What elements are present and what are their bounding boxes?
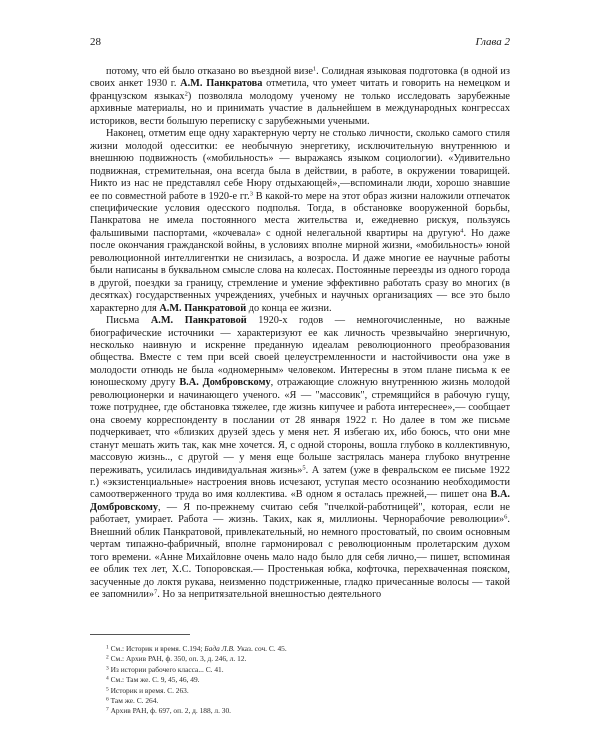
- footnote: [90, 654, 510, 664]
- footnote-ref: 6: [504, 513, 508, 521]
- text-run: ) позволяла молодому ученому не только исследовать зарубежные архивные материалы, но и принимать участие в дальнейшем в международных конгрессах историков, вести большую переписку с зарубежными учеными.: [90, 90, 510, 127]
- text-run: , отражающие сложную внутреннюю жизнь молодой революционерки и начинающего ученого. «Я — "массовик", стремящийся в рабочую гущу, тоже потруднее, где обстановка тяжелее, где жизнь кипучее и работа интереснее»,— сообщает она своему корреспонденту в послании от 28 января 1922 г. Но далее в том же письме подчеркивает, что «близких друзей здесь у меня нет. Я избегаю их, ибо боюсь, что они мне станут мешать жить так, как мне хочется. Я, с одной стороны, вошла глубоко в коллективную, массовую жизнь.., с другой — у меня еще больше застрялась манера глубоко внутренне переживать, усилилась индивидуальная жизнь»: [90, 377, 511, 476]
- footnote-number: 3: [106, 665, 109, 672]
- footnote: [90, 665, 510, 675]
- footnote: [90, 686, 510, 696]
- text-run: Письма: [106, 315, 151, 327]
- footnote-number: 2: [106, 654, 109, 661]
- footnote: [90, 706, 510, 716]
- emphasized-name: А.М. Панкратовой: [150, 315, 247, 327]
- text-run: Архив РАН, ф. 697, оп. 2, д. 188, л. 30.: [108, 706, 232, 716]
- text-run: . Но даже после окончания гражданской войны, в условиях вполне мирной жизни, «мобильность» юной революционной интеллигентки не снизилась, а возросла. И даже многие ее научные работы были написаны в буквальном смысле слова на колесах. Постоянные переезды из одного города в другой, поездки за границу, стремление и умение эффективно работать сразу во многих (в десятках) государственных учреждениях, учебных и научных организациях — все это было характерно для: [90, 227, 510, 314]
- emphasized-name: А.М. Панкратова: [180, 78, 263, 90]
- text-run: потому, что ей было отказано во въездной визе: [106, 66, 313, 77]
- chapter-title: Глава 2: [475, 36, 510, 48]
- footnote-number: 5: [106, 686, 109, 693]
- footnote-ref: 3: [249, 190, 253, 198]
- text-run: См.: Там же. С. 9, 45, 46, 49.: [108, 675, 200, 685]
- footnote-number: 6: [106, 696, 109, 703]
- footnote: [90, 696, 510, 706]
- text-run: . Внешний облик Панкратовой, привлекательный, но немного простоватый, по своим основным чертам типажно-фабричный, вполне гармонировал с революционным пролетарским духом того времени. «Анне Михайловне очень мало надо было для себя лично,— пишет, вспоминая ее облик тех лет, Х.С. Топоровская.— Простенькая юбка, кофточка, перехваченная пояском, засученные до локтя рукава, неизменно подстриженные, гладко причесанные волосы — такой ее запомнили»: [90, 514, 510, 601]
- emphasized-name: А.М. Панкратовой: [159, 302, 247, 314]
- text-run: отметила, что умеет читать и говорить на немецком и французском языках: [90, 78, 511, 102]
- footnote-ref: 5: [302, 464, 306, 471]
- footnote: [90, 675, 510, 685]
- footnote-ref: 4: [460, 227, 464, 235]
- footnote-ref: 2: [184, 90, 188, 98]
- emphasized-name: В.А. Домбровскому: [90, 489, 510, 513]
- running-header: [90, 36, 510, 48]
- text-run: . А затем (уже в февральском ее письме 1922 г.) «экзистенциальные» настроения вновь исчезают, уступая место осознанию необходимости самоотверженного труда во имя коллектива. «В одном я осталась прежней,— пишет она: [90, 464, 510, 501]
- footnote-number: 1: [106, 644, 109, 651]
- text-run: до конца ее жизни.: [246, 302, 332, 314]
- text-run: . Но за непритязательной внешностью деятельного: [157, 589, 382, 601]
- text-run: См.: Архив РАН, ф. 350, оп. 3, д. 246, л. 12.: [108, 654, 247, 664]
- text-run: В какой-то мере на этот образ жизни наложили отпечаток специфические условия одесского подполья. Тогда, в обстановке вооруженной борьбы, Панкратова не имела постоянного места жительства и, ежедневно рискуя, пользуясь фальшивыми паспортами, «кочевала» с одной нелегальной квартиры на другую: [90, 190, 510, 239]
- main-text: [90, 66, 510, 601]
- text-run: Из истории рабочего класса... С. 41.: [108, 664, 224, 674]
- footnote-divider: [90, 634, 190, 635]
- text-run: Там же. С. 264.: [108, 696, 159, 706]
- page-number: 28: [90, 36, 101, 48]
- footnote-ref: 7: [154, 588, 158, 596]
- footnote-ref: 1: [312, 65, 317, 73]
- italic-author: Бада Л.В.: [204, 644, 235, 653]
- text-run: 1920-х годов — немногочисленные, но важные биографические источники — характеризуют ее как личность чрезвычайно энергичную, несколько наивную и искренне преданную идеалам революционного преобразования общества. Вместе с тем при всей своей целеустремленности и настойчивости она уже в молодости отнюдь не была «одномерным» человеком. Интересны в этом плане письма к ее юношескому другу: [90, 315, 510, 389]
- footnote-number: 7: [106, 706, 109, 713]
- footnote: [90, 644, 510, 654]
- text-run: Указ. соч. С. 45.: [234, 644, 287, 653]
- text-run: См.: Историк и время. С.194;: [108, 644, 205, 653]
- text-run: . Солидная языковая подготовка (в одной из своих анкет 1930 г.: [90, 66, 510, 90]
- text-run: Историк и время. С. 263.: [108, 685, 189, 695]
- text-run: Наконец, отметим еще одну характерную черту не столько личности, сколько самого стиля жизни молодой одесситки: ее необычную энергетику, исключительную внутреннюю и внешнюю подвижность («мобильность» — выражаясь языком социологии). «Удивительно подвижная, стремительная, она всегда была в действии, в работе, в окружении товарищей. Никто из нас не представлял себе Нюру отдыхающей»,—вспоминали люди, хорошо знавшие ее по совместной работе в 1920-е гг.: [90, 128, 510, 202]
- emphasized-name: В.А. Домбровскому: [179, 377, 271, 389]
- footnote-number: 4: [106, 675, 109, 682]
- footnotes: [90, 644, 510, 717]
- text-run: , — Я по-прежнему считаю себя "пчелкой-работницей", которая, если не работает, умирает. Работа — жизнь. Таких, как я, миллионы. Чернорабочие революции»: [90, 501, 510, 526]
- paragraph: [90, 128, 510, 315]
- paragraph: [90, 66, 510, 128]
- paragraph: [90, 315, 510, 601]
